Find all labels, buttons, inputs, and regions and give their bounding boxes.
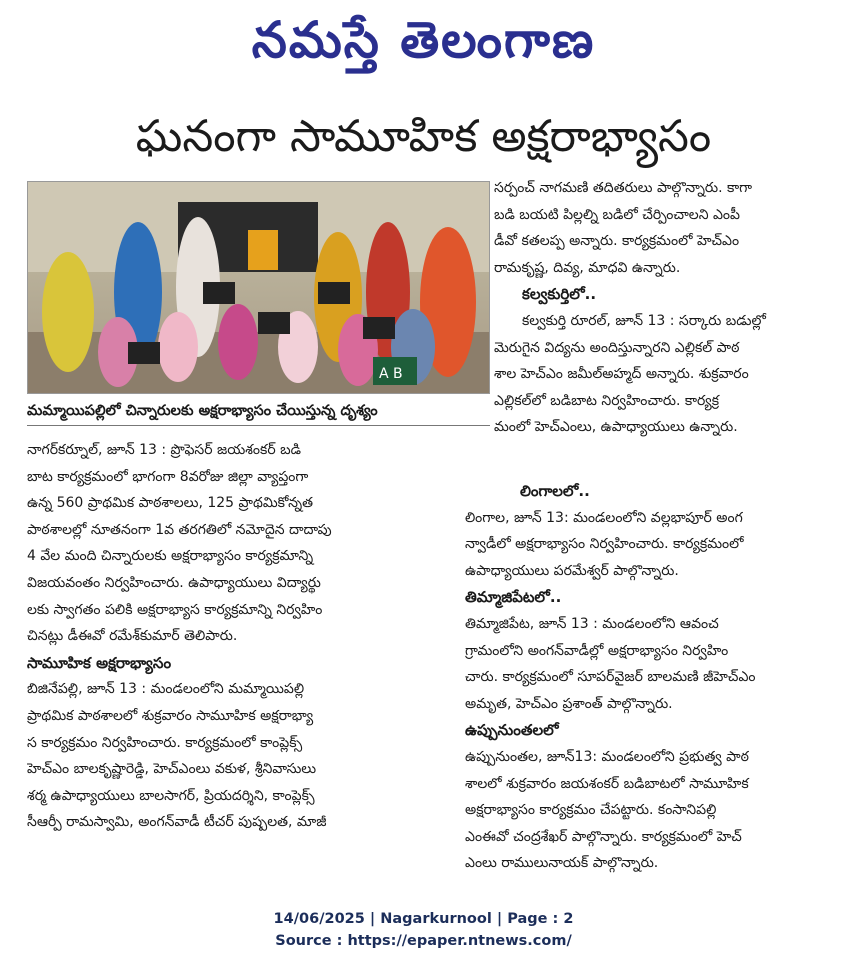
left-line: చినట్లు డీఈవో రమేశ్‌కుమార్ తెలిపారు. <box>27 628 238 645</box>
left-line: 4 వేల మంది చిన్నారులకు అక్షరాభ్యాసం కార్యక్రమాన్ని <box>27 548 314 565</box>
right-line: శాలలో శుక్రవారం జయశంకర్ బడిబాటలో సామూహిక <box>465 775 749 792</box>
left-line: విజయవంతం నిర్వహించారు. ఉపాధ్యాయులు విద్యార్థు <box>27 574 321 591</box>
subheading-uppununthala: ఉప్పునుంతలలో <box>465 721 559 740</box>
right-line: రామకృష్ణ, దివ్య, మాధవి ఉన్నారు. <box>494 259 681 276</box>
right-line: లింగాల, జూన్ 13: మండలంలోని వల్లభాపూర్ అంగ <box>465 509 743 526</box>
right-line: చారు. కార్యక్రమంలో సూపర్‌వైజర్ బాలమణి జీహెచ్ఎం <box>465 669 756 686</box>
left-line: బిజినేపల్లి, జూన్ 13 : మండలంలోని మమ్మాయిపల్లి <box>27 681 305 698</box>
left-line: స కార్యక్రమం నిర్వహించారు. కార్యక్రమంలో కాంప్లెక్స్ <box>27 734 303 751</box>
subheading-samuhika: సామూహిక అక్షరాభ్యాసం <box>27 653 172 672</box>
left-line: ప్రాథమిక పాఠశాలలో శుక్రవారం సామూహిక అక్షరాభ్యా <box>27 707 314 724</box>
subheading-thimmajipet: తిమ్మాజిపేటలో.. <box>465 588 562 607</box>
subheading-kalwakurthy: కల్వకుర్తిలో.. <box>522 285 597 304</box>
right-line: తిమ్మాజిపేట, జూన్ 13 : మండలంలోని ఆవంచ <box>465 615 719 632</box>
page-footer <box>0 908 847 952</box>
right-line: డీవో కతలప్ప అన్నారు. కార్యక్రమంలో హెచ్ఎం <box>494 233 740 250</box>
right-line: మంలో హెచ్ఎంలు, ఉపాధ్యాయులు ఉన్నారు. <box>494 419 738 436</box>
right-line: ఎంలు రాములునాయక్ పాల్గొన్నారు. <box>465 855 659 872</box>
right-line: అక్షరాభ్యాసం కార్యక్రమం చేపట్టారు. కంసానిపల్లి <box>465 802 717 819</box>
right-line: శాల హెచ్ఎం జమీల్అహ్మద్ అన్నారు. శుక్రవారం <box>494 366 749 383</box>
right-line: ఉప్పునుంతల, జూన్13: మండలంలోని ప్రభుత్వ పాఠ <box>465 748 749 765</box>
right-line: ఉపాధ్యాయులు పరమేశ్వర్ పాల్గొన్నారు. <box>465 562 679 579</box>
photo-illustration <box>28 182 489 393</box>
footer-date-edition: 14/06/2025 | Nagarkurnool | Page : 2 <box>273 911 574 927</box>
left-line: హెచ్ఎం బాలకృష్ణారెడ్డి, హెచ్ఎంలు వకుళ, శ్రీనివాసులు <box>27 761 317 778</box>
slate-letters: A B <box>379 366 403 382</box>
left-line: బాట కార్యక్రమంలో భాగంగా 8వరోజు జిల్లా వ్యాప్తంగా <box>27 468 309 485</box>
left-line: సీఆర్పీ రామస్వామి, అంగన్‌వాడీ టీచర్ పుష్పలత, మాజీ <box>27 814 327 831</box>
right-line: బడి బయటి పిల్లల్ని బడిలో చేర్పించాలని ఎంపీ <box>494 206 740 223</box>
photo-caption: మమ్మాయిపల్లిలో చిన్నారులకు అక్షరాభ్యాసం చేయిస్తున్న దృశ్యం <box>27 397 490 426</box>
right-line: న్వాడీలో అక్షరాభ్యాసం నిర్వహించారు. కార్యక్రమంలో <box>465 536 744 553</box>
subheading-lingala: లింగాలలో.. <box>520 482 590 500</box>
left-line: నాగర్‌కర్నూల్, జూన్ 13 : ప్రొఫెసర్ జయశంకర్ బడి <box>27 442 301 458</box>
article-photo <box>27 181 490 394</box>
left-line: శర్మ ఉపాధ్యాయులు బాలసాగర్, ప్రియదర్శిని, కాంప్లెక్స్ <box>27 787 315 804</box>
right-line: గ్రామంలోని అంగన్‌వాడీల్లో అక్షరాభ్యాసం నిర్వహిం <box>465 642 729 659</box>
left-line: లకు స్వాగతం పలికి అక్షరాభ్యాస కార్యక్రమాన్ని నిర్వహిం <box>27 601 323 618</box>
right-line: కల్వకుర్తి రూరల్, జూన్ 13 : సర్కారు బడుల్లో <box>522 312 766 329</box>
right-column-top <box>494 175 840 441</box>
footer-source: Source : https://epaper.ntnews.com/ <box>275 933 572 949</box>
left-line: ఉన్న 560 ప్రాథమిక పాఠశాలలు, 125 ప్రాథమికోన్నత <box>27 495 313 512</box>
article-headline: ఘనంగా సామూహిక అక్షరాభ్యాసం <box>135 111 712 162</box>
left-line: పాఠశాలల్లో నూతనంగా 1వ తరగతిలో నమోదైన దాదాపు <box>27 521 332 538</box>
right-line: సర్పంచ్ నాగమణి తదితరులు పాల్గొన్నారు. కాగా <box>494 180 752 196</box>
right-line: మెరుగైన విద్యను అందిస్తున్నారని ఎల్లికల్ పాఠ <box>494 339 740 356</box>
left-column <box>27 437 487 836</box>
masthead-logo: నమస్తే తెలంగాణ <box>251 11 596 69</box>
right-column-bottom <box>465 478 840 877</box>
right-line: ఎల్లికల్‌లో బడిబాట నిర్వహించారు. కార్యక్ర <box>494 392 720 409</box>
right-line: అమృత, హెచ్ఎం ప్రశాంత్ పాల్గొన్నారు. <box>465 695 673 712</box>
right-line: ఎంఈవో చంద్రశేఖర్ పాల్గొన్నారు. కార్యక్రమంలో హెచ్ <box>465 828 742 845</box>
